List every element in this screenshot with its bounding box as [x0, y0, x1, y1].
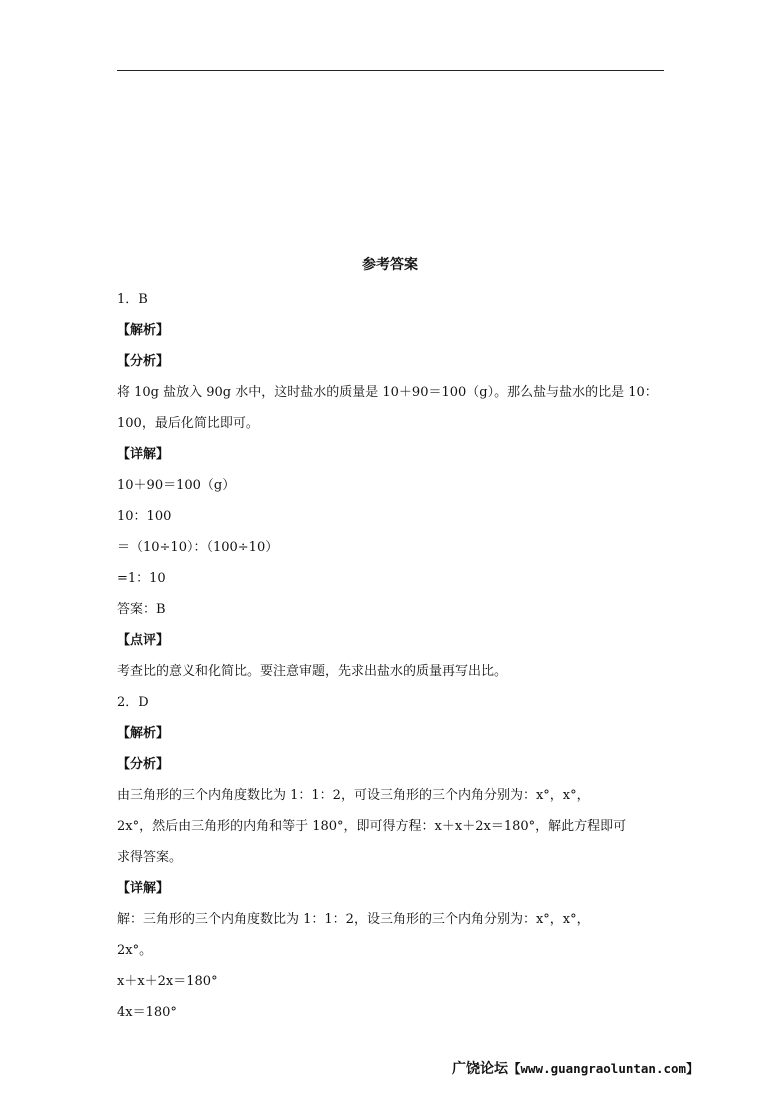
text-line: 10＋90＝100（g）	[117, 478, 236, 493]
section-heading: 【分析】	[117, 757, 170, 772]
footer-url[interactable]: 【www.guangraoluntan.com】	[508, 1061, 699, 1076]
section-heading: 【详解】	[117, 447, 170, 462]
text-line: 解：三角形的三个内角度数比为 1：1：2，设三角形的三个内角分别为：x°，x°，	[117, 912, 590, 927]
text-line: 10：100	[117, 509, 172, 524]
section-heading: 【分析】	[117, 354, 170, 369]
header-rule	[117, 70, 664, 71]
text-line: x＋x＋2x＝180°	[117, 974, 218, 989]
section-heading: 【解析】	[117, 323, 170, 338]
answer-title: 参考答案	[362, 257, 418, 273]
section-heading: 【详解】	[117, 881, 170, 896]
text-line: 2x°，然后由三角形的内角和等于 180°，即可得方程：x＋x＋2x＝180°，解此方程即可	[117, 819, 627, 834]
text-line: 考查比的意义和化简比。要注意审题，先求出盐水的质量再写出比。	[117, 664, 508, 679]
text-line: ＝（10÷10）：（100÷10）	[117, 540, 279, 555]
footer-site-name: 广饶论坛	[452, 1061, 508, 1077]
text-line: 求得答案。	[117, 850, 183, 865]
text-line: 4x＝180°	[117, 1005, 177, 1020]
text-line: 2．D	[117, 695, 149, 710]
text-line: 2x°。	[117, 943, 153, 958]
text-line: =1：10	[117, 571, 166, 586]
text-line: 100，最后化简比即可。	[117, 416, 259, 431]
section-heading: 【解析】	[117, 726, 170, 741]
text-line: 由三角形的三个内角度数比为 1：1：2，可设三角形的三个内角分别为：x°，x°，	[117, 788, 590, 803]
answer-content	[117, 284, 667, 1028]
text-line: 答案：B	[117, 602, 166, 617]
section-heading: 【点评】	[117, 633, 170, 648]
text-line: 将 10g 盐放入 90g 水中，这时盐水的质量是 10＋90＝100（g）。那么盐与盐水的比是 10：	[117, 385, 658, 400]
footer-watermark	[452, 1058, 699, 1078]
text-line: 1．B	[117, 292, 148, 307]
